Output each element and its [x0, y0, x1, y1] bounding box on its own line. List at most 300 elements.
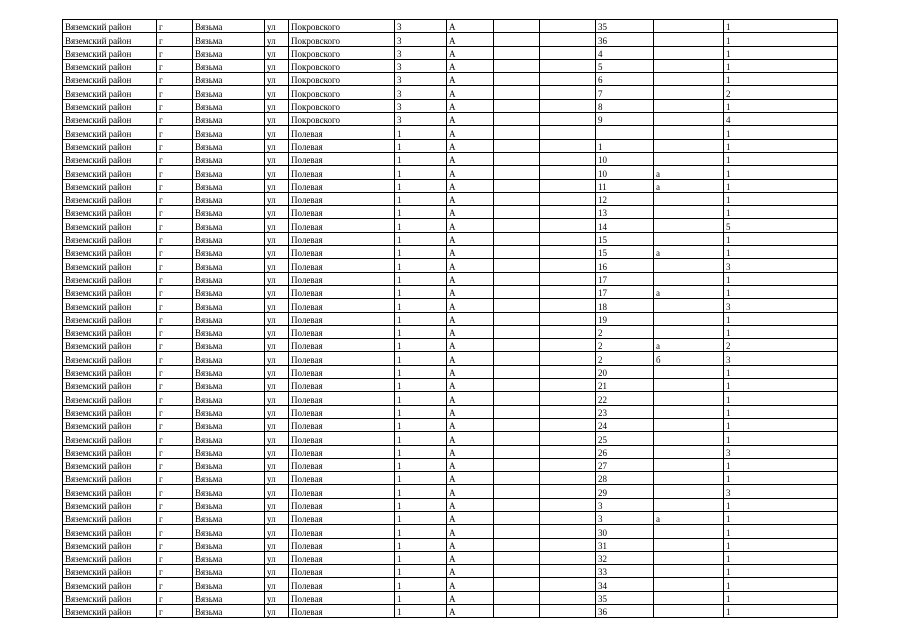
cell-settlement: Вязьма [193, 339, 265, 352]
cell-street: Полевая [289, 445, 395, 458]
cell-count: 1 [724, 525, 838, 538]
cell-house-letter [654, 405, 724, 418]
cell-col-9 [540, 206, 596, 219]
cell-settlement-type: г [157, 99, 193, 112]
cell-col-8 [494, 605, 540, 618]
cell-count: 1 [724, 365, 838, 378]
cell-col-8 [494, 126, 540, 139]
cell-col-7: А [447, 285, 494, 298]
cell-street: Покровского [289, 46, 395, 59]
cell-col-9 [540, 485, 596, 498]
cell-col-6: 3 [395, 73, 447, 86]
cell-col-7: А [447, 206, 494, 219]
cell-street-type: ул [265, 285, 289, 298]
cell-col-7: А [447, 33, 494, 46]
table-row [63, 445, 838, 458]
cell-street: Полевая [289, 206, 395, 219]
cell-street-type: ул [265, 565, 289, 578]
cell-col-7: А [447, 73, 494, 86]
cell-house-number: 14 [596, 219, 654, 232]
cell-col-9 [540, 551, 596, 564]
cell-col-8 [494, 472, 540, 485]
cell-settlement-type: г [157, 73, 193, 86]
cell-house-number: 17 [596, 272, 654, 285]
cell-col-6: 1 [395, 578, 447, 591]
cell-street: Полевая [289, 392, 395, 405]
cell-district: Вяземский район [63, 525, 157, 538]
cell-house-number: 18 [596, 299, 654, 312]
cell-street: Полевая [289, 166, 395, 179]
cell-district: Вяземский район [63, 139, 157, 152]
cell-settlement: Вязьма [193, 285, 265, 298]
cell-count: 1 [724, 418, 838, 431]
cell-settlement-type: г [157, 113, 193, 126]
cell-district: Вяземский район [63, 472, 157, 485]
cell-house-number: 3 [596, 498, 654, 511]
cell-col-8 [494, 232, 540, 245]
cell-count: 1 [724, 432, 838, 445]
cell-col-9 [540, 219, 596, 232]
cell-col-9 [540, 73, 596, 86]
cell-settlement: Вязьма [193, 312, 265, 325]
table-row [63, 511, 838, 524]
table-row [63, 259, 838, 272]
cell-col-9 [540, 99, 596, 112]
cell-settlement: Вязьма [193, 605, 265, 618]
cell-count: 3 [724, 445, 838, 458]
cell-street: Полевая [289, 565, 395, 578]
cell-col-9 [540, 152, 596, 165]
cell-house-number: 10 [596, 152, 654, 165]
cell-settlement: Вязьма [193, 46, 265, 59]
cell-count: 1 [724, 126, 838, 139]
table-row [63, 46, 838, 59]
cell-col-8 [494, 20, 540, 33]
cell-settlement: Вязьма [193, 272, 265, 285]
cell-col-9 [540, 325, 596, 338]
cell-col-8 [494, 219, 540, 232]
cell-col-8 [494, 192, 540, 205]
cell-col-8 [494, 379, 540, 392]
cell-house-number: 5 [596, 59, 654, 72]
cell-col-9 [540, 418, 596, 431]
cell-col-6: 1 [395, 152, 447, 165]
cell-col-9 [540, 259, 596, 272]
cell-house-number: 24 [596, 418, 654, 431]
cell-col-6: 1 [395, 232, 447, 245]
cell-street-type: ул [265, 485, 289, 498]
table-row [63, 525, 838, 538]
cell-street: Полевая [289, 485, 395, 498]
cell-street-type: ул [265, 73, 289, 86]
cell-settlement-type: г [157, 498, 193, 511]
cell-house-letter [654, 272, 724, 285]
cell-district: Вяземский район [63, 418, 157, 431]
cell-col-8 [494, 525, 540, 538]
cell-street-type: ул [265, 339, 289, 352]
table-row [63, 591, 838, 604]
cell-house-letter [654, 538, 724, 551]
cell-col-9 [540, 59, 596, 72]
cell-street: Полевая [289, 325, 395, 338]
cell-col-6: 3 [395, 46, 447, 59]
cell-house-number: 10 [596, 166, 654, 179]
cell-settlement: Вязьма [193, 511, 265, 524]
cell-house-number: 21 [596, 379, 654, 392]
cell-house-number: 28 [596, 472, 654, 485]
cell-district: Вяземский район [63, 219, 157, 232]
cell-district: Вяземский район [63, 551, 157, 564]
cell-count: 1 [724, 33, 838, 46]
cell-count: 2 [724, 339, 838, 352]
cell-settlement: Вязьма [193, 299, 265, 312]
cell-count: 1 [724, 379, 838, 392]
cell-house-number: 15 [596, 246, 654, 259]
cell-settlement-type: г [157, 139, 193, 152]
cell-col-6: 1 [395, 272, 447, 285]
cell-house-number: 36 [596, 605, 654, 618]
cell-district: Вяземский район [63, 352, 157, 365]
cell-settlement-type: г [157, 232, 193, 245]
cell-col-9 [540, 86, 596, 99]
cell-col-9 [540, 312, 596, 325]
cell-street: Полевая [289, 179, 395, 192]
cell-col-6: 3 [395, 33, 447, 46]
cell-house-number: 15 [596, 232, 654, 245]
cell-col-9 [540, 33, 596, 46]
cell-col-9 [540, 232, 596, 245]
cell-col-9 [540, 339, 596, 352]
cell-col-8 [494, 46, 540, 59]
cell-settlement: Вязьма [193, 472, 265, 485]
cell-settlement: Вязьма [193, 113, 265, 126]
table-row [63, 299, 838, 312]
cell-col-6: 1 [395, 179, 447, 192]
cell-house-letter [654, 312, 724, 325]
cell-col-9 [540, 379, 596, 392]
cell-house-number: 35 [596, 20, 654, 33]
table-row [63, 339, 838, 352]
cell-settlement: Вязьма [193, 259, 265, 272]
cell-col-9 [540, 46, 596, 59]
cell-settlement: Вязьма [193, 73, 265, 86]
cell-col-8 [494, 565, 540, 578]
table-row [63, 312, 838, 325]
cell-count: 1 [724, 166, 838, 179]
cell-district: Вяземский район [63, 432, 157, 445]
cell-district: Вяземский район [63, 192, 157, 205]
cell-settlement-type: г [157, 525, 193, 538]
cell-house-letter [654, 139, 724, 152]
cell-settlement: Вязьма [193, 565, 265, 578]
cell-count: 5 [724, 219, 838, 232]
cell-col-8 [494, 418, 540, 431]
cell-count: 1 [724, 312, 838, 325]
cell-street: Полевая [289, 418, 395, 431]
cell-district: Вяземский район [63, 565, 157, 578]
cell-count: 1 [724, 46, 838, 59]
cell-house-letter [654, 472, 724, 485]
table-row [63, 113, 838, 126]
table-row [63, 33, 838, 46]
cell-count: 1 [724, 192, 838, 205]
cell-col-6: 1 [395, 365, 447, 378]
cell-district: Вяземский район [63, 152, 157, 165]
cell-count: 1 [724, 139, 838, 152]
cell-street: Полевая [289, 139, 395, 152]
cell-col-6: 3 [395, 59, 447, 72]
cell-col-6: 3 [395, 86, 447, 99]
cell-col-7: А [447, 325, 494, 338]
cell-house-letter [654, 591, 724, 604]
cell-col-6: 1 [395, 285, 447, 298]
cell-col-6: 1 [395, 259, 447, 272]
cell-street-type: ул [265, 551, 289, 564]
cell-count: 3 [724, 259, 838, 272]
cell-col-6: 1 [395, 352, 447, 365]
cell-col-8 [494, 206, 540, 219]
cell-count: 1 [724, 498, 838, 511]
cell-street-type: ул [265, 498, 289, 511]
cell-street-type: ул [265, 538, 289, 551]
cell-col-6: 3 [395, 99, 447, 112]
cell-street: Полевая [289, 232, 395, 245]
table-row [63, 126, 838, 139]
cell-settlement: Вязьма [193, 379, 265, 392]
cell-col-7: А [447, 352, 494, 365]
cell-district: Вяземский район [63, 405, 157, 418]
table-row [63, 206, 838, 219]
cell-street: Полевая [289, 605, 395, 618]
table-row [63, 379, 838, 392]
cell-house-letter [654, 73, 724, 86]
cell-settlement: Вязьма [193, 232, 265, 245]
table-row [63, 179, 838, 192]
cell-col-6: 1 [395, 192, 447, 205]
cell-settlement: Вязьма [193, 458, 265, 471]
cell-col-8 [494, 551, 540, 564]
table-row [63, 472, 838, 485]
cell-col-9 [540, 352, 596, 365]
cell-settlement: Вязьма [193, 365, 265, 378]
cell-street-type: ул [265, 445, 289, 458]
cell-settlement-type: г [157, 551, 193, 564]
cell-settlement: Вязьма [193, 432, 265, 445]
cell-house-number: 9 [596, 113, 654, 126]
cell-col-7: А [447, 511, 494, 524]
table-row [63, 99, 838, 112]
cell-col-8 [494, 538, 540, 551]
cell-col-7: А [447, 605, 494, 618]
cell-street-type: ул [265, 152, 289, 165]
cell-district: Вяземский район [63, 206, 157, 219]
cell-col-7: А [447, 485, 494, 498]
cell-street-type: ул [265, 365, 289, 378]
cell-district: Вяземский район [63, 246, 157, 259]
cell-col-8 [494, 86, 540, 99]
cell-settlement: Вязьма [193, 166, 265, 179]
cell-count: 1 [724, 551, 838, 564]
cell-street-type: ул [265, 139, 289, 152]
cell-street-type: ул [265, 525, 289, 538]
cell-street: Покровского [289, 59, 395, 72]
cell-col-7: А [447, 246, 494, 259]
cell-street: Покровского [289, 113, 395, 126]
cell-district: Вяземский район [63, 73, 157, 86]
cell-street: Покровского [289, 99, 395, 112]
cell-count: 1 [724, 179, 838, 192]
cell-count: 1 [724, 99, 838, 112]
cell-col-7: А [447, 192, 494, 205]
cell-settlement-type: г [157, 365, 193, 378]
cell-col-6: 1 [395, 219, 447, 232]
cell-house-letter: а [654, 511, 724, 524]
cell-col-8 [494, 485, 540, 498]
cell-count: 1 [724, 591, 838, 604]
cell-settlement-type: г [157, 219, 193, 232]
cell-col-7: А [447, 365, 494, 378]
cell-house-number: 36 [596, 33, 654, 46]
cell-street: Полевая [289, 339, 395, 352]
cell-district: Вяземский район [63, 339, 157, 352]
cell-settlement: Вязьма [193, 179, 265, 192]
cell-house-letter [654, 99, 724, 112]
cell-col-8 [494, 59, 540, 72]
cell-house-letter [654, 445, 724, 458]
cell-col-6: 1 [395, 325, 447, 338]
cell-col-7: А [447, 179, 494, 192]
table-row [63, 152, 838, 165]
cell-settlement-type: г [157, 259, 193, 272]
cell-col-7: А [447, 126, 494, 139]
cell-col-6: 1 [395, 246, 447, 259]
cell-settlement-type: г [157, 59, 193, 72]
cell-settlement-type: г [157, 379, 193, 392]
cell-house-number: 22 [596, 392, 654, 405]
cell-col-9 [540, 445, 596, 458]
table-row [63, 219, 838, 232]
cell-district: Вяземский район [63, 498, 157, 511]
cell-col-8 [494, 432, 540, 445]
cell-house-number: 12 [596, 192, 654, 205]
cell-district: Вяземский район [63, 591, 157, 604]
cell-house-number: 20 [596, 365, 654, 378]
cell-district: Вяземский район [63, 33, 157, 46]
cell-col-6: 1 [395, 432, 447, 445]
cell-settlement: Вязьма [193, 86, 265, 99]
cell-house-number: 2 [596, 339, 654, 352]
cell-district: Вяземский район [63, 232, 157, 245]
cell-settlement-type: г [157, 192, 193, 205]
table-row [63, 458, 838, 471]
cell-district: Вяземский район [63, 511, 157, 524]
cell-house-letter: б [654, 352, 724, 365]
cell-house-number: 32 [596, 551, 654, 564]
table-row [63, 551, 838, 564]
cell-col-6: 1 [395, 538, 447, 551]
cell-col-8 [494, 113, 540, 126]
cell-street-type: ул [265, 299, 289, 312]
cell-house-letter [654, 525, 724, 538]
cell-house-number: 29 [596, 485, 654, 498]
cell-col-8 [494, 99, 540, 112]
cell-col-9 [540, 538, 596, 551]
cell-house-number: 27 [596, 458, 654, 471]
cell-count: 1 [724, 152, 838, 165]
cell-street-type: ул [265, 591, 289, 604]
cell-street: Покровского [289, 33, 395, 46]
cell-count: 1 [724, 458, 838, 471]
cell-settlement-type: г [157, 179, 193, 192]
cell-settlement: Вязьма [193, 99, 265, 112]
cell-settlement: Вязьма [193, 206, 265, 219]
cell-district: Вяземский район [63, 325, 157, 338]
cell-settlement: Вязьма [193, 59, 265, 72]
cell-district: Вяземский район [63, 86, 157, 99]
cell-col-9 [540, 299, 596, 312]
cell-street-type: ул [265, 605, 289, 618]
cell-house-number: 1 [596, 139, 654, 152]
cell-house-letter [654, 379, 724, 392]
cell-col-7: А [447, 498, 494, 511]
cell-col-6: 1 [395, 472, 447, 485]
cell-settlement-type: г [157, 246, 193, 259]
cell-col-8 [494, 312, 540, 325]
cell-col-7: А [447, 46, 494, 59]
cell-settlement: Вязьма [193, 392, 265, 405]
cell-settlement: Вязьма [193, 219, 265, 232]
cell-settlement-type: г [157, 20, 193, 33]
cell-col-9 [540, 166, 596, 179]
cell-district: Вяземский район [63, 365, 157, 378]
cell-street: Полевая [289, 432, 395, 445]
cell-house-number: 3 [596, 511, 654, 524]
cell-col-6: 1 [395, 299, 447, 312]
cell-col-9 [540, 525, 596, 538]
address-table [62, 19, 838, 618]
cell-col-6: 1 [395, 511, 447, 524]
cell-col-9 [540, 113, 596, 126]
cell-house-number: 35 [596, 591, 654, 604]
cell-house-number: 16 [596, 259, 654, 272]
cell-district: Вяземский район [63, 605, 157, 618]
cell-street-type: ул [265, 219, 289, 232]
table-row [63, 485, 838, 498]
cell-street: Полевая [289, 219, 395, 232]
cell-count: 1 [724, 20, 838, 33]
cell-settlement-type: г [157, 458, 193, 471]
cell-count: 4 [724, 113, 838, 126]
cell-settlement-type: г [157, 285, 193, 298]
cell-col-7: А [447, 259, 494, 272]
cell-col-8 [494, 339, 540, 352]
cell-col-9 [540, 179, 596, 192]
cell-house-letter [654, 192, 724, 205]
cell-house-letter [654, 565, 724, 578]
cell-col-7: А [447, 86, 494, 99]
cell-col-7: А [447, 299, 494, 312]
cell-settlement: Вязьма [193, 525, 265, 538]
cell-col-7: А [447, 99, 494, 112]
cell-settlement: Вязьма [193, 33, 265, 46]
cell-settlement: Вязьма [193, 192, 265, 205]
cell-house-letter [654, 126, 724, 139]
cell-count: 1 [724, 392, 838, 405]
cell-col-9 [540, 405, 596, 418]
cell-settlement-type: г [157, 485, 193, 498]
cell-col-6: 3 [395, 113, 447, 126]
cell-settlement-type: г [157, 472, 193, 485]
